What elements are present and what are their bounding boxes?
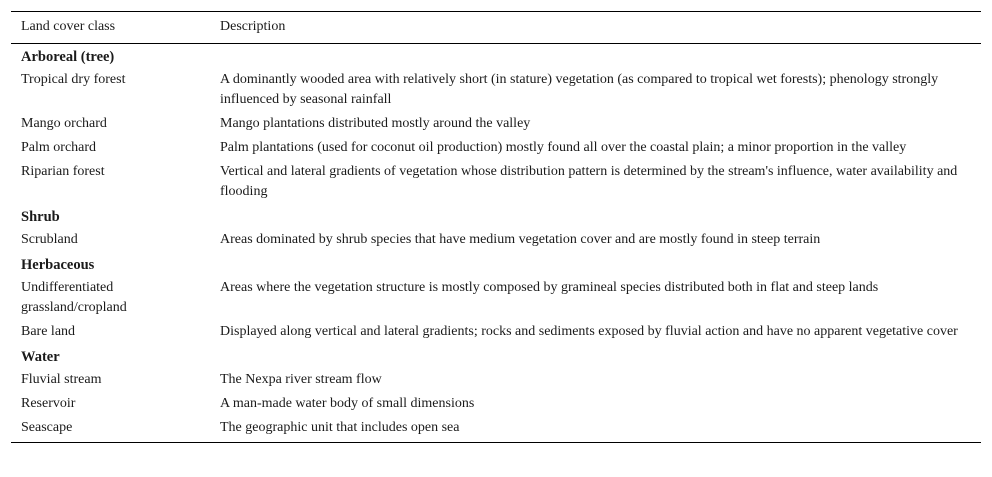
description-cell: Areas dominated by shrub species that have medium vegetation cover and are mostly found in steep terrain [220,232,821,247]
description-cell: Displayed along vertical and lateral gradients; rocks and sediments exposed by fluvial action and have no apparent vegetative cover [220,324,958,339]
land-cover-class-cell: Bare land [21,324,76,339]
group-row-shrub [11,204,981,228]
description-cell: The geographic unit that includes open sea [220,420,460,435]
table-row [11,68,981,112]
header-land-cover-class: Land cover class [11,12,210,44]
description-cell: A man-made water body of small dimensions [220,396,475,411]
group-row-herbaceous [11,252,981,276]
land-cover-class-cell: Palm orchard [21,140,97,155]
land-cover-class-cell: Scrubland [21,232,78,247]
table-row [11,228,981,252]
land-cover-class-cell: Fluvial stream [21,372,102,387]
land-cover-table [11,11,981,443]
table-row [11,392,981,416]
land-cover-class-cell: Tropical dry forest [21,72,126,87]
description-cell: The Nexpa river stream flow [220,372,382,387]
table-row [11,160,981,204]
description-cell: Vertical and lateral gradients of vegetation whose distribution pattern is determined by the stream's influence, water availability and flooding [220,164,958,199]
table-body [11,44,981,443]
group-row-arboreal [11,44,981,69]
description-cell: Palm plantations (used for coconut oil production) mostly found all over the coastal plain; a minor proportion in the valley [220,140,907,155]
land-cover-class-cell: Undifferentiated grassland/cropland [21,280,127,315]
table-header [11,12,981,44]
land-cover-class-cell: Seascape [21,420,73,435]
land-cover-class-cell: Riparian forest [21,164,105,179]
description-cell: Areas where the vegetation structure is mostly composed by gramineal species distributed both in flat and steep lands [220,280,879,295]
group-label: Water [21,349,60,365]
group-row-water [11,344,981,368]
description-cell: Mango plantations distributed mostly around the valley [220,116,531,131]
land-cover-class-cell: Mango orchard [21,116,107,131]
table-row [11,320,981,344]
table-row [11,276,981,320]
table-row [11,112,981,136]
group-label: Arboreal (tree) [21,49,115,65]
description-cell: A dominantly wooded area with relatively short (in stature) vegetation (as compared to tropical wet forests); phenology strongly influenced by seasonal rainfall [220,72,939,107]
table-row [11,416,981,443]
land-cover-table-container [11,11,981,443]
group-label: Herbaceous [21,257,95,273]
group-label: Shrub [21,209,60,225]
header-row [11,12,981,44]
land-cover-class-cell: Reservoir [21,396,76,411]
table-row [11,136,981,160]
header-description: Description [210,12,981,44]
table-row [11,368,981,392]
